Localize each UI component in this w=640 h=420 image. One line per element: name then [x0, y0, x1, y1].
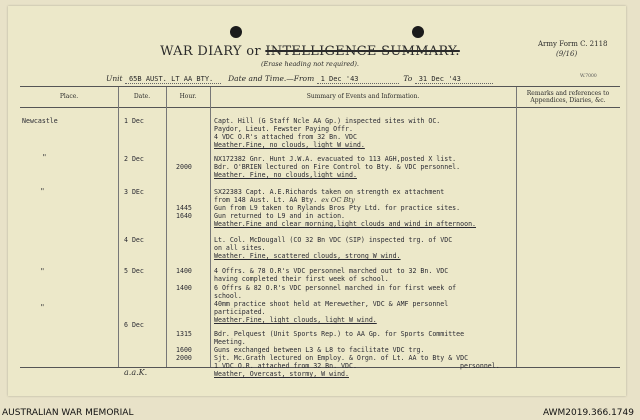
place-newcastle: Newcastle — [22, 117, 58, 125]
summary-line: Capt. Hill (G Staff Ncle AA Gp.) inspected sites with OC. — [214, 117, 441, 125]
summary-line: Gun returned to L9 and in action. — [214, 212, 346, 220]
to-value: 31 Dec '43 — [415, 75, 493, 84]
ditto-mark: " — [40, 187, 45, 196]
col-header-summary: Summary of Events and Information. — [306, 93, 420, 101]
summary-line: Weather. Fine, no clouds,light wind. — [214, 171, 357, 179]
summary-text: from 148 Aust. Lt. AA Bty. — [214, 196, 318, 204]
hour-cell: 1445 — [176, 204, 192, 212]
col-divider-2 — [166, 87, 167, 367]
summary-line: having completed their first week of school. — [214, 275, 389, 283]
summary-line: Weather.Fine, no clouds, light W wind. — [214, 141, 365, 149]
date-cell: 3 DEc — [124, 188, 144, 196]
ditto-mark: " — [40, 267, 45, 276]
col-divider-3 — [210, 87, 211, 367]
archive-name: AUSTRALIAN WAR MEMORIAL — [2, 408, 134, 418]
col-divider-1 — [118, 87, 119, 367]
header-divider — [20, 107, 620, 108]
date-cell: 1 Dec — [124, 117, 144, 125]
col-header-hour: Hour. — [179, 93, 197, 101]
summary-line: Bdr. O'BRIEN lectured on Fire Control to Bty. & VDC personnel. — [214, 163, 461, 171]
summary-line: Paydor, Lieut. Fewster Paying Offr. — [214, 125, 353, 133]
date-label: Date and Time.—From — [228, 74, 315, 83]
form-title — [140, 44, 480, 59]
date-cell: 4 Dec — [124, 236, 144, 244]
summary-line: Weather. Fine, scattered clouds, strong W wind. — [214, 252, 401, 260]
date-cell: 2 Dec — [124, 155, 144, 163]
col-header-place: Place. — [59, 93, 79, 101]
hour-cell: 2000 — [176, 354, 192, 362]
title-prefix: WAR DIARY or — [160, 44, 261, 59]
summary-line: 6 Offrs & 82 O.R's VDC personnel marched in for first week of — [214, 284, 457, 292]
summary-line: 4 VDC O.R's attached from 32 Bn. VDC — [214, 133, 357, 141]
date-cell: 6 Dec — [124, 321, 144, 329]
punch-hole-left — [230, 26, 242, 38]
summary-line: Sjt. Mc.Grath lectured on Employ. & Orgn. of Lt. AA to Bty & VDC — [214, 354, 469, 362]
summary-line: personnel. — [460, 362, 500, 370]
summary-line: 1 VDC O.R. attached from 32 Bn. VDC. — [214, 362, 357, 370]
archive-reference: AWM2019.366.1749 — [542, 408, 634, 418]
title-struck: INTELLIGENCE SUMMARY. — [265, 44, 460, 59]
date-cell: 5 Dec — [124, 267, 144, 275]
col-divider-4 — [516, 87, 517, 367]
summary-line: 40mm practice shoot held at Merewether, VDC & AMF personnel — [214, 300, 449, 308]
army-form-number: Army Form C. 2118 — [538, 40, 608, 48]
ditto-mark: " — [42, 153, 47, 162]
form-code: W.7000 — [580, 74, 597, 79]
hour-cell: 1315 — [176, 330, 192, 338]
unit-date-line — [106, 74, 493, 84]
summary-line: on all sites. — [214, 244, 266, 252]
summary-line: 4 Offrs. & 78 O.R's VDC personnel marched out to 32 Bn. VDC — [214, 267, 449, 275]
unit-value: 65B AUST. LT AA BTY. — [125, 75, 221, 84]
summary-line: Weather.Fine and clear morning,light clouds and wind in afternoon. — [214, 220, 477, 228]
summary-line: Bdr. Pelquest (Unit Sports Rep.) to AA Gp. for Sports Committee — [214, 330, 465, 338]
summary-line: Weather, Overcast, stormy, W wind. — [214, 370, 349, 378]
summary-line: Gun from L9 taken to Rylands Bros Pty Ltd. for practice sites. — [214, 204, 461, 212]
summary-line: SX22383 Capt. A.E.Richards taken on strength ex attachment — [214, 188, 445, 196]
handwritten-note: ex OC Bty — [321, 196, 355, 204]
hour-cell: 2000 — [176, 163, 192, 171]
hour-cell: 1400 — [176, 267, 192, 275]
archive-footer — [0, 408, 640, 420]
form-subtitle: (Erase heading not required). — [261, 60, 359, 68]
ditto-mark: " — [40, 303, 45, 312]
hour-cell: 1640 — [176, 212, 192, 220]
col-header-remarks: Remarks and references to Appendices, Diaries, &c. — [526, 89, 610, 104]
col-header-date: Date. — [133, 93, 151, 101]
summary-line: NX172382 Gnr. Hunt J.W.A. evacuated to 113 AGH,posted X list. — [214, 155, 457, 163]
summary-line: Meeting. — [214, 338, 246, 346]
to-label: To — [403, 74, 413, 83]
summary-line: participated. — [214, 308, 266, 316]
hour-cell: 1400 — [176, 284, 192, 292]
summary-line: Lt. Col. McDougall (CO 32 Bn VDC (SIP) inspected trg. of VDC — [214, 236, 453, 244]
army-form-note: (9/16) — [556, 50, 578, 58]
punch-hole-right — [412, 26, 424, 38]
from-value: 1 Dec '43 — [317, 75, 399, 84]
summary-line: Weather.Fine, light clouds, light W wind. — [214, 316, 377, 324]
handwritten-initials: a.a.K. — [124, 368, 148, 377]
summary-line: Guns exchanged between L3 & L8 to facilitate VDC trg. — [214, 346, 425, 354]
unit-label: Unit — [106, 74, 123, 83]
summary-line — [214, 196, 355, 204]
summary-line: school. — [214, 292, 242, 300]
hour-cell: 1600 — [176, 346, 192, 354]
